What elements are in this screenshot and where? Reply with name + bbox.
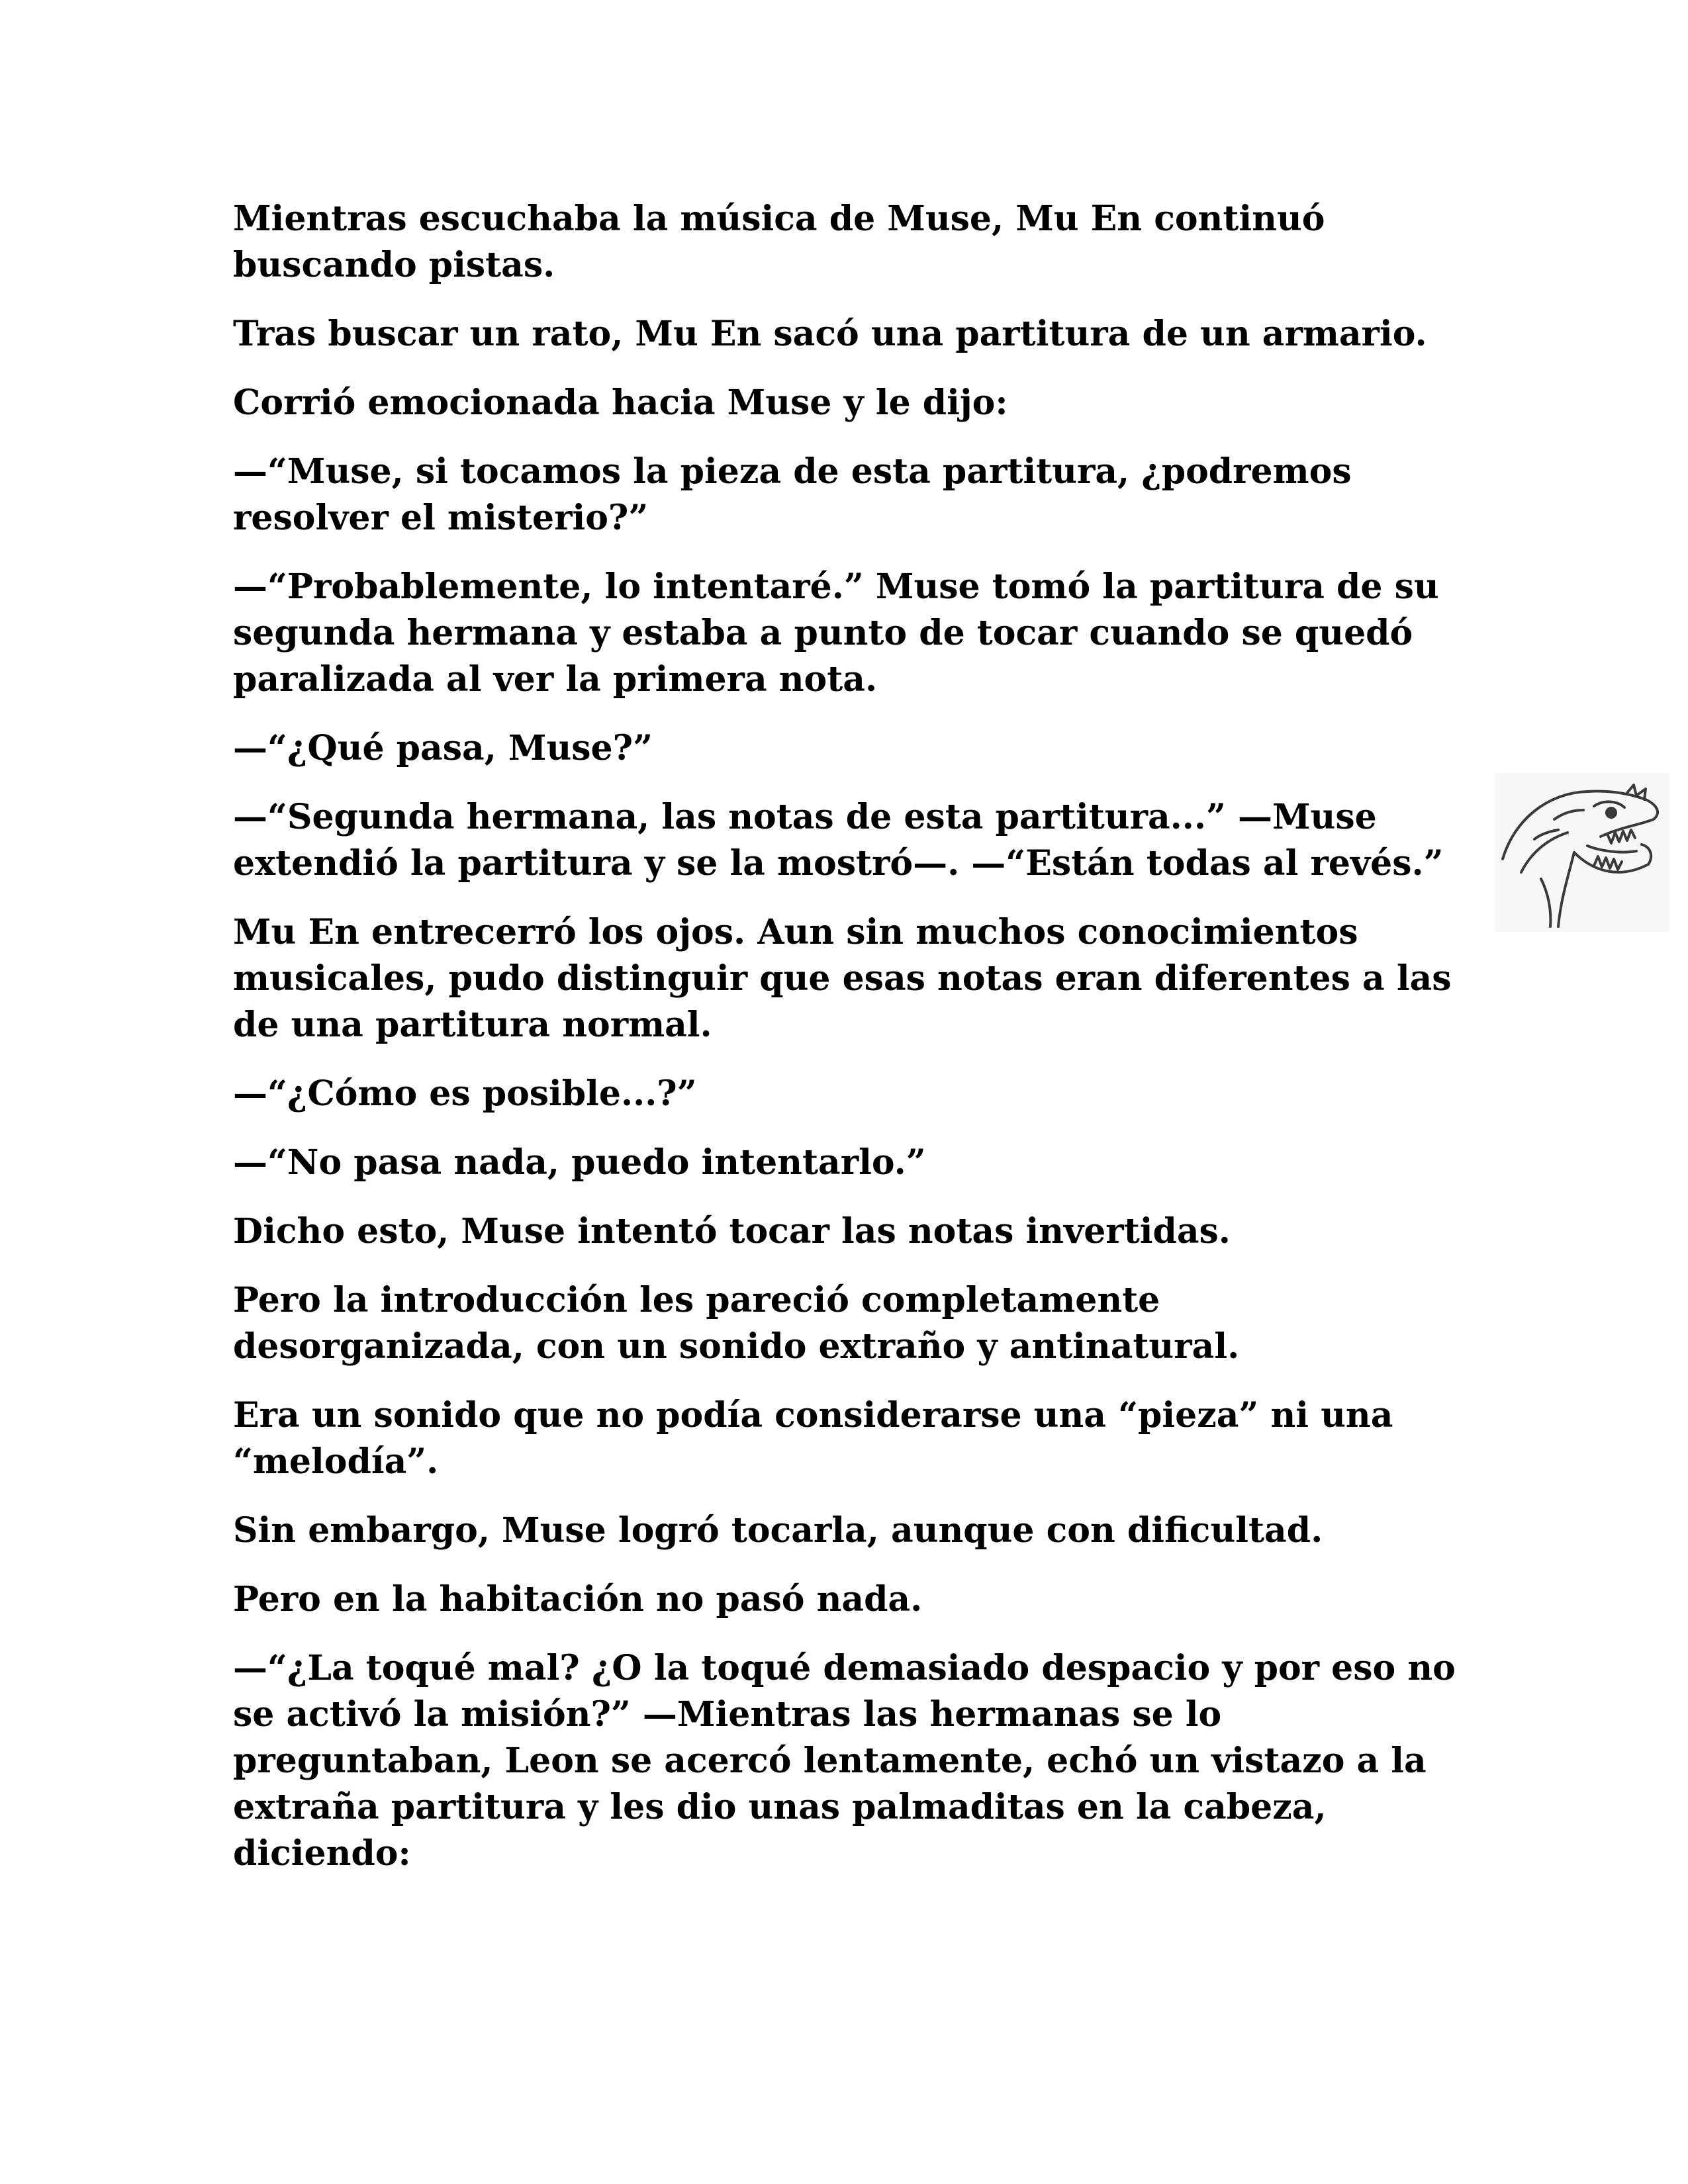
paragraph: —“Probablemente, lo intentaré.” Muse tomó la partitura de su segunda hermana y estaba a punto de tocar cuando se quedó paralizada al ver la primera nota. — [233, 567, 1439, 700]
paragraph: —“¿La toqué mal? ¿O la toqué demasiado despacio y por eso no se activó la misión?” —Mientras las hermanas se lo preguntaban, Leon se acercó lentamente, echó un vistazo a la extraña partitura y les dio unas palmaditas en la cabeza, diciendo: — [233, 1648, 1456, 1874]
paragraph: Tras buscar un rato, Mu En sacó una partitura de un armario. — [233, 314, 1427, 354]
paragraph: Sin embargo, Muse logró tocarla, aunque con dificultad. — [233, 1510, 1323, 1551]
body-text — [233, 196, 1458, 1899]
paragraph: Pero en la habitación no pasó nada. — [233, 1579, 923, 1619]
paragraph: Era un sonido que no podía considerarse una “pieza” ni una “melodía”. — [233, 1395, 1393, 1482]
paragraph: —“Segunda hermana, las notas de esta partitura...” —Muse extendió la partitura y se la mostró—. —“Están todas al revés.” — [233, 797, 1444, 884]
paragraph: —“¿Cómo es posible...?” — [233, 1073, 697, 1114]
paragraph: Corrió emocionada hacia Muse y le dijo: — [233, 383, 1008, 423]
paragraph: Dicho esto, Muse intentó tocar las notas invertidas. — [233, 1211, 1231, 1251]
paragraph: —“¿Qué pasa, Muse?” — [233, 728, 653, 768]
dinosaur-head-sketch-icon — [1495, 773, 1669, 932]
paragraph: Mientras escuchaba la música de Muse, Mu En continuó buscando pistas. — [233, 199, 1325, 285]
paragraph: —“Muse, si tocamos la pieza de esta partitura, ¿podremos resolver el misterio?” — [233, 451, 1352, 538]
paragraph: Pero la introducción les pareció completamente desorganizada, con un sonido extraño y antinatural. — [233, 1280, 1240, 1367]
paragraph: —“No pasa nada, puedo intentarlo.” — [233, 1142, 926, 1183]
paragraph: Mu En entrecerró los ojos. Aun sin muchos conocimientos musicales, pudo distinguir que esas notas eran diferentes a las de una partitura normal. — [233, 912, 1452, 1045]
